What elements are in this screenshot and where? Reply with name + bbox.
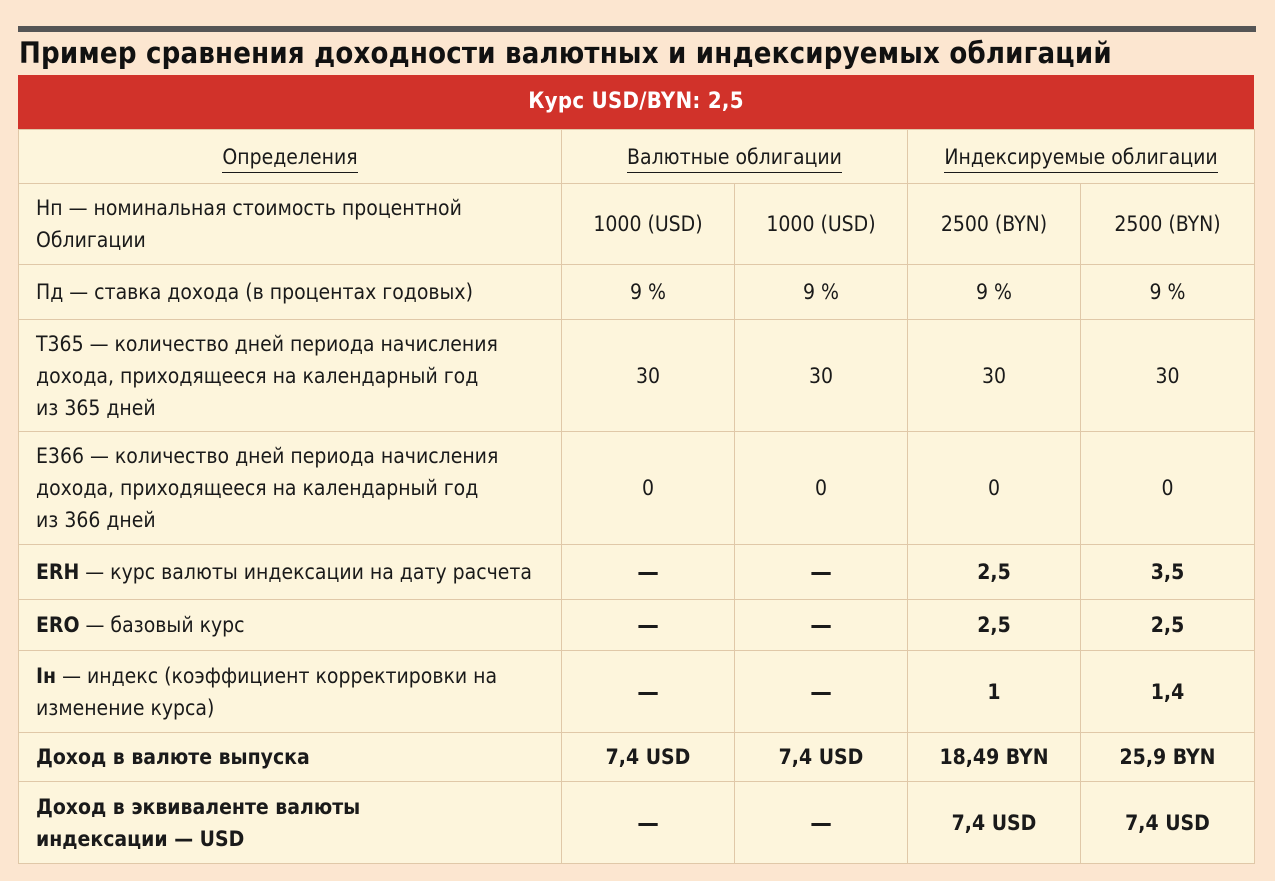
value-cell: — xyxy=(735,651,908,733)
definition-cell: Пд — ставка дохода (в процентах годовых) xyxy=(19,265,562,320)
page-title: Пример сравнения доходности валютных и индексируемых облигаций xyxy=(19,36,1112,70)
definition-cell: Доход в валюте выпуска xyxy=(19,733,562,782)
header-currency-bonds: Валютные облигации xyxy=(562,130,908,184)
value-cell: 2,5 xyxy=(908,545,1081,600)
value-cell: 30 xyxy=(562,320,735,432)
table-row xyxy=(19,265,1255,320)
value-cell: 7,4 USD xyxy=(908,782,1081,864)
table-row xyxy=(19,600,1255,651)
value-cell: — xyxy=(562,651,735,733)
table-row xyxy=(19,545,1255,600)
definition-cell: Е366 — количество дней периода начисления дохода, приходящееся на календарный год из 366 дней xyxy=(19,432,562,545)
top-rule xyxy=(18,26,1256,32)
value-cell: — xyxy=(562,782,735,864)
table-row xyxy=(19,651,1255,733)
comparison-table xyxy=(18,129,1255,864)
value-cell: 30 xyxy=(908,320,1081,432)
value-cell: 0 xyxy=(735,432,908,545)
value-cell: — xyxy=(735,782,908,864)
table-row xyxy=(19,733,1255,782)
definition-cell: Iн — индекс (коэффициент корректировки на изменение курса) xyxy=(19,651,562,733)
value-cell: 9 % xyxy=(735,265,908,320)
definition-cell: ERO — базовый курс xyxy=(19,600,562,651)
value-cell: 18,49 BYN xyxy=(908,733,1081,782)
value-cell: 9 % xyxy=(908,265,1081,320)
value-cell: 7,4 USD xyxy=(735,733,908,782)
value-cell: 30 xyxy=(735,320,908,432)
value-cell: 9 % xyxy=(562,265,735,320)
value-cell: 0 xyxy=(908,432,1081,545)
value-cell: — xyxy=(562,545,735,600)
header-row xyxy=(19,130,1255,184)
value-cell: — xyxy=(735,600,908,651)
table-row xyxy=(19,432,1255,545)
exchange-rate-banner: Курс USD/BYN: 2,5 xyxy=(18,75,1254,129)
table-row xyxy=(19,184,1255,265)
value-cell: 7,4 USD xyxy=(562,733,735,782)
value-cell: 1,4 xyxy=(1081,651,1255,733)
header-definitions: Определения xyxy=(19,130,562,184)
comparison-table-panel xyxy=(18,75,1254,863)
value-cell: 9 % xyxy=(1081,265,1255,320)
value-cell: 2,5 xyxy=(1081,600,1255,651)
definition-cell: ERH — курс валюты индексации на дату расчета xyxy=(19,545,562,600)
value-cell: 3,5 xyxy=(1081,545,1255,600)
value-cell: — xyxy=(562,600,735,651)
value-cell: 0 xyxy=(562,432,735,545)
value-cell: 2500 (BYN) xyxy=(1081,184,1255,265)
value-cell: 1 xyxy=(908,651,1081,733)
value-cell: 2500 (BYN) xyxy=(908,184,1081,265)
definition-cell: Доход в эквиваленте валюты индексации — USD xyxy=(19,782,562,864)
value-cell: 2,5 xyxy=(908,600,1081,651)
value-cell: 0 xyxy=(1081,432,1255,545)
value-cell: 30 xyxy=(1081,320,1255,432)
table-row xyxy=(19,320,1255,432)
table-row xyxy=(19,782,1255,864)
value-cell: — xyxy=(735,545,908,600)
value-cell: 25,9 BYN xyxy=(1081,733,1255,782)
definition-cell: Т365 — количество дней периода начисления дохода, приходящееся на календарный год из 365 дней xyxy=(19,320,562,432)
definition-cell: Нп — номинальная стоимость процентной Облигации xyxy=(19,184,562,265)
value-cell: 1000 (USD) xyxy=(562,184,735,265)
value-cell: 1000 (USD) xyxy=(735,184,908,265)
value-cell: 7,4 USD xyxy=(1081,782,1255,864)
header-indexed-bonds: Индексируемые облигации xyxy=(908,130,1255,184)
